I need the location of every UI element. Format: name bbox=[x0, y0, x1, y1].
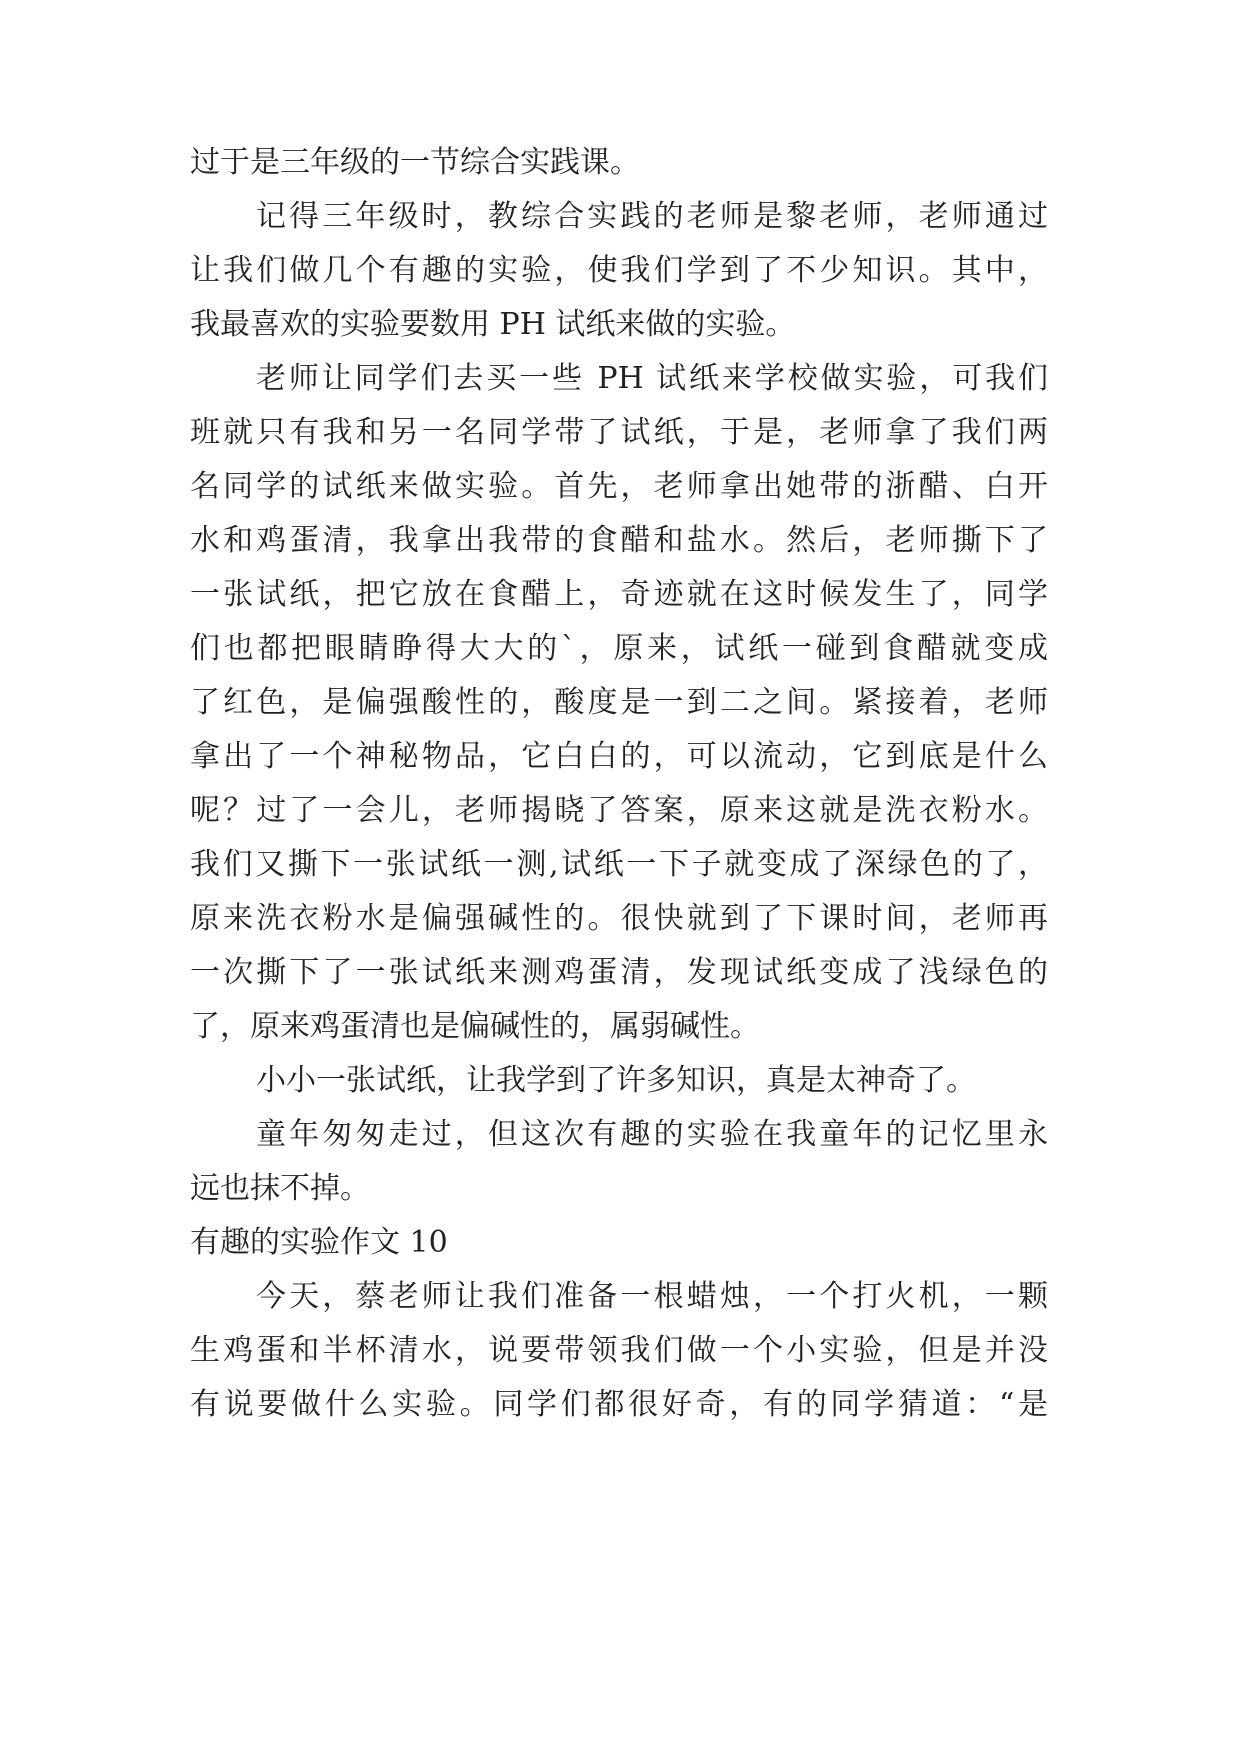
section-heading: 有趣的实验作文 10 bbox=[190, 1225, 448, 1260]
paragraph-start-line: 记得三年级时，教综合实践的老师是黎老师，老师通过 bbox=[256, 199, 1048, 234]
paragraph-start-line: 老师让同学们去买一些 PH 试纸来学校做实验，可我们 bbox=[256, 361, 1048, 396]
text-line: 一次撕下了一张试纸来测鸡蛋清，发现试纸变成了浅绿色的 bbox=[190, 955, 1048, 990]
text-line: 班就只有我和另一名同学带了试纸，于是，老师拿了我们两 bbox=[190, 415, 1048, 450]
text-line: 远也抹不掉。 bbox=[190, 1171, 370, 1206]
text-line: 拿出了一个神秘物品，它白白的，可以流动，它到底是什么 bbox=[190, 739, 1048, 774]
text-line: 了，原来鸡蛋清也是偏碱性的，属弱碱性。 bbox=[190, 1009, 760, 1044]
text-line: 了红色，是偏强酸性的，酸度是一到二之间。紧接着，老师 bbox=[190, 685, 1048, 720]
text-line: 水和鸡蛋清，我拿出我带的食醋和盐水。然后，老师撕下了 bbox=[190, 523, 1048, 558]
text-line: 原来洗衣粉水是偏强碱性的。很快就到了下课时间，老师再 bbox=[190, 901, 1048, 936]
text-line: 生鸡蛋和半杯清水，说要带领我们做一个小实验，但是并没 bbox=[190, 1333, 1048, 1368]
text-line: 让我们做几个有趣的实验，使我们学到了不少知识。其中， bbox=[190, 253, 1048, 288]
text-line: 一张试纸，把它放在食醋上，奇迹就在这时候发生了，同学 bbox=[190, 577, 1048, 612]
text-line: 们也都把眼睛睁得大大的`，原来，试纸一碰到食醋就变成 bbox=[190, 631, 1048, 666]
text-line: 有说要做什么实验。同学们都很好奇，有的同学猜道：“是 bbox=[190, 1387, 1048, 1422]
text-line: 名同学的试纸来做实验。首先，老师拿出她带的浙醋、白开 bbox=[190, 469, 1048, 504]
text-line: 过于是三年级的一节综合实践课。 bbox=[190, 145, 640, 180]
text-line: 我最喜欢的实验要数用 PH 试纸来做的实验。 bbox=[190, 307, 796, 342]
text-line: 我们又撕下一张试纸一测,试纸一下子就变成了深绿色的了， bbox=[190, 847, 1048, 882]
paragraph-start-line: 小小一张试纸，让我学到了许多知识，真是太神奇了。 bbox=[256, 1063, 976, 1098]
text-line: 呢？过了一会儿，老师揭晓了答案，原来这就是洗衣粉水。 bbox=[190, 793, 1048, 828]
document-body bbox=[190, 136, 1048, 1432]
paragraph-start-line: 童年匆匆走过，但这次有趣的实验在我童年的记忆里永 bbox=[256, 1117, 1048, 1152]
paragraph-start-line: 今天，蔡老师让我们准备一根蜡烛，一个打火机，一颗 bbox=[256, 1279, 1048, 1314]
